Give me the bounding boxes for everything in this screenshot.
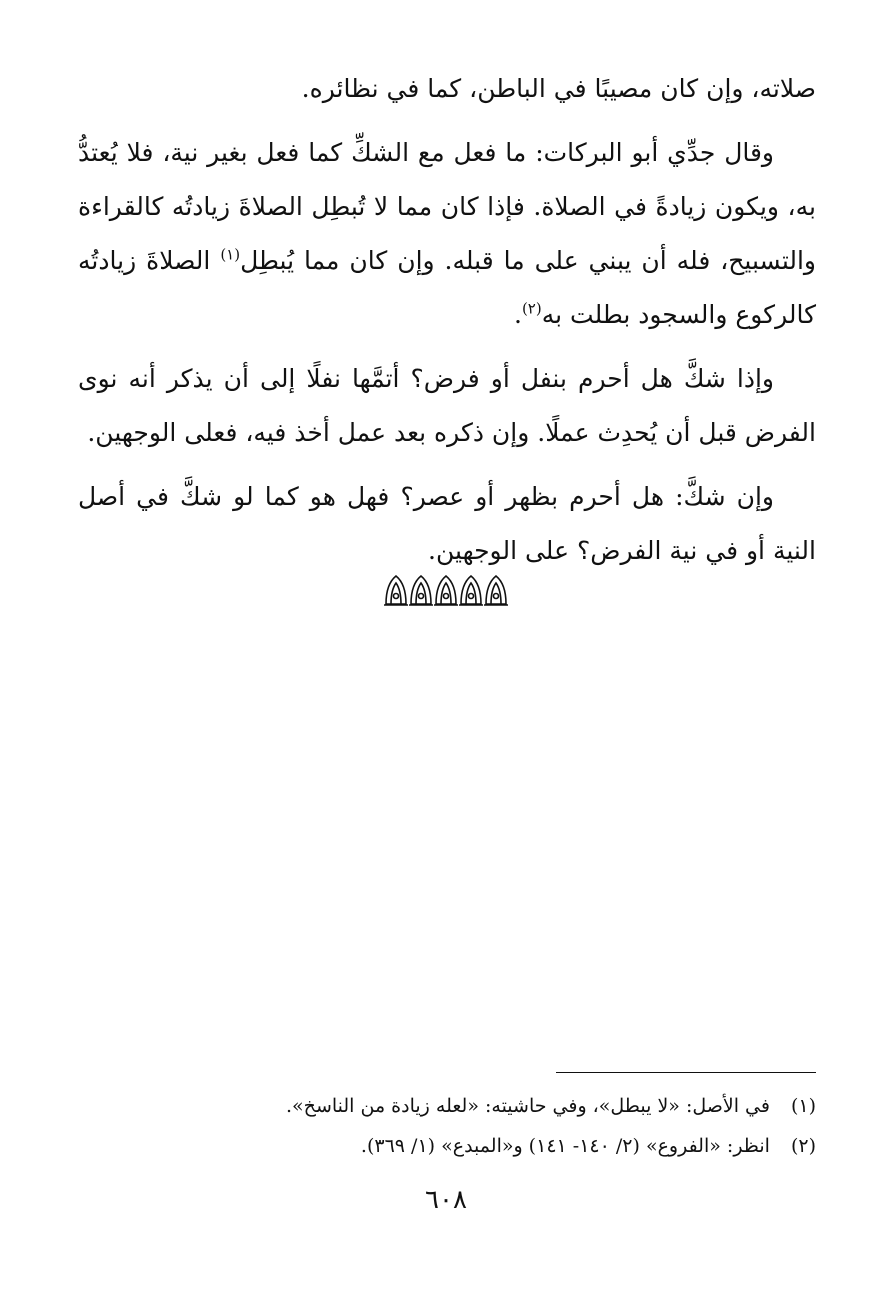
footnotes (78, 1086, 816, 1166)
footnote-2-number: (٢) (790, 1135, 816, 1157)
footnote-separator (556, 1072, 816, 1073)
footnote-1 (78, 1086, 816, 1126)
paragraph-3 (78, 352, 816, 460)
main-text (78, 62, 816, 588)
paragraph-1-text: صلاته، وإن كان مصيبًا في الباطن، كما في نظائره. (301, 74, 816, 103)
paragraph-1 (78, 62, 816, 116)
paragraph-2-text-a: وقال جدِّي أبو البركات: ما فعل مع الشكِّ كما فعل بغير نية، فلا يُعتدُّ به، ويكون زيادةً في الصلاة. فإذا كان مما لا تُبطِل الصلاةَ زيادتُه كالقراءة والتسبيح، فله أن يبني على ما قبله. وإن كان مما يُبطِل (78, 138, 817, 275)
floral-ornament-icon (383, 593, 509, 612)
footnote-ref-1[interactable]: (١) (220, 245, 241, 264)
paragraph-4-text: وإن شكَّ: هل أحرم بظهر أو عصر؟ فهل هو كما لو شكَّ في أصل النية أو في نية الفرض؟ على الوجهين. (78, 482, 816, 565)
section-divider (0, 572, 892, 612)
footnote-ref-2[interactable]: (٢) (521, 299, 542, 318)
footnote-2 (78, 1126, 816, 1166)
page-number: ٦٠٨ (425, 1185, 467, 1215)
footnote-1-text: في الأصل: «لا يبطل»، وفي حاشيته: «لعله زيادة من الناسخ». (286, 1095, 770, 1117)
footnote-2-text: انظر: «الفروع» (٢/ ١٤٠- ١٤١) و«المبدع» (١/ ٣٦٩). (360, 1135, 770, 1157)
paragraph-2-text-b: الصلاةَ زيادتُه كالركوع والسجود بطلت به (78, 246, 816, 329)
paragraph-3-text: وإذا شكَّ هل أحرم بنفل أو فرض؟ أتمَّها نفلًا إلى أن يذكر أنه نوى الفرض قبل أن يُحدِث عملًا. وإن ذكره بعد عمل أخذ فيه، فعلى الوجهين. (78, 364, 816, 447)
footnote-1-number: (١) (790, 1095, 816, 1117)
paragraph-4 (78, 470, 816, 578)
paragraph-2 (78, 126, 816, 342)
paragraph-2-text-c: . (513, 300, 522, 329)
